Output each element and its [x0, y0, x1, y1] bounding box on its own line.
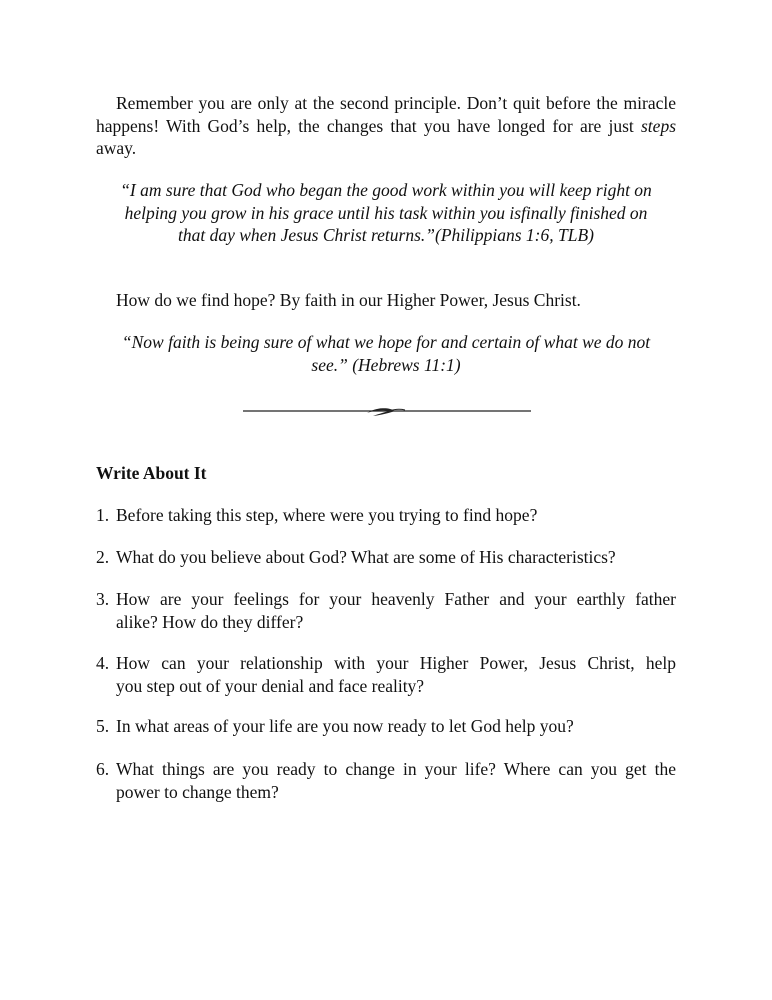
section-heading: Write About It — [96, 463, 207, 483]
question-text: Before taking this step, where were you trying to find hope? — [116, 505, 538, 525]
question-number: 4. — [96, 653, 110, 673]
question-continuation: power to change them? — [116, 782, 279, 802]
question-6 — [96, 758, 676, 804]
question-line — [96, 758, 676, 781]
question-5 — [96, 715, 676, 738]
question-continuation: alike? How do they differ? — [116, 612, 304, 632]
question-3 — [96, 588, 676, 634]
question-number: 3. — [96, 589, 110, 609]
question-text: How are your feelings for your heavenly Father and your earthly father — [116, 589, 676, 609]
question-line — [96, 652, 676, 675]
question-line — [96, 588, 676, 611]
intro-text: Remember you are only at the second principle. Don’t quit before the miracle happens! With God’s help, the changes that you have longed for are just — [96, 93, 676, 136]
question-text: How can your relationship with your Higher Power, Jesus Christ, help — [116, 653, 676, 673]
question-line — [96, 546, 676, 569]
hope-paragraph — [96, 289, 676, 312]
intro-text-end: away. — [96, 138, 137, 158]
question-number: 5. — [96, 716, 110, 736]
hebrews-quote: “Now faith is being sure of what we hope for and certain of what we do not see.” (Hebrews 11:1) — [121, 332, 651, 375]
question-1 — [96, 504, 676, 527]
question-number: 2. — [96, 547, 110, 567]
question-line — [96, 715, 676, 738]
question-4 — [96, 652, 676, 698]
intro-paragraph — [96, 92, 676, 160]
question-continuation: you step out of your denial and face reality? — [116, 676, 425, 696]
question-text: In what areas of your life are you now ready to let God help you? — [116, 716, 574, 736]
question-text: What do you believe about God? What are some of His characteristics? — [116, 547, 616, 567]
hope-text: How do we find hope? By faith in our Higher Power, Jesus Christ. — [116, 290, 581, 310]
intro-emphasis: steps — [641, 115, 676, 136]
question-number: 6. — [96, 759, 110, 779]
question-number: 1. — [96, 505, 110, 525]
question-2 — [96, 546, 676, 569]
ornamental-divider — [243, 404, 531, 418]
question-text: What things are you ready to change in your life? Where can you get the — [116, 759, 676, 779]
philippians-quote: “I am sure that God who began the good work within you will keep right on helping you grow in his grace until his task within you isfinally finished on that day when Jesus Christ returns.”(Philippians 1:6, TLB) — [120, 180, 652, 245]
question-line — [96, 504, 676, 527]
